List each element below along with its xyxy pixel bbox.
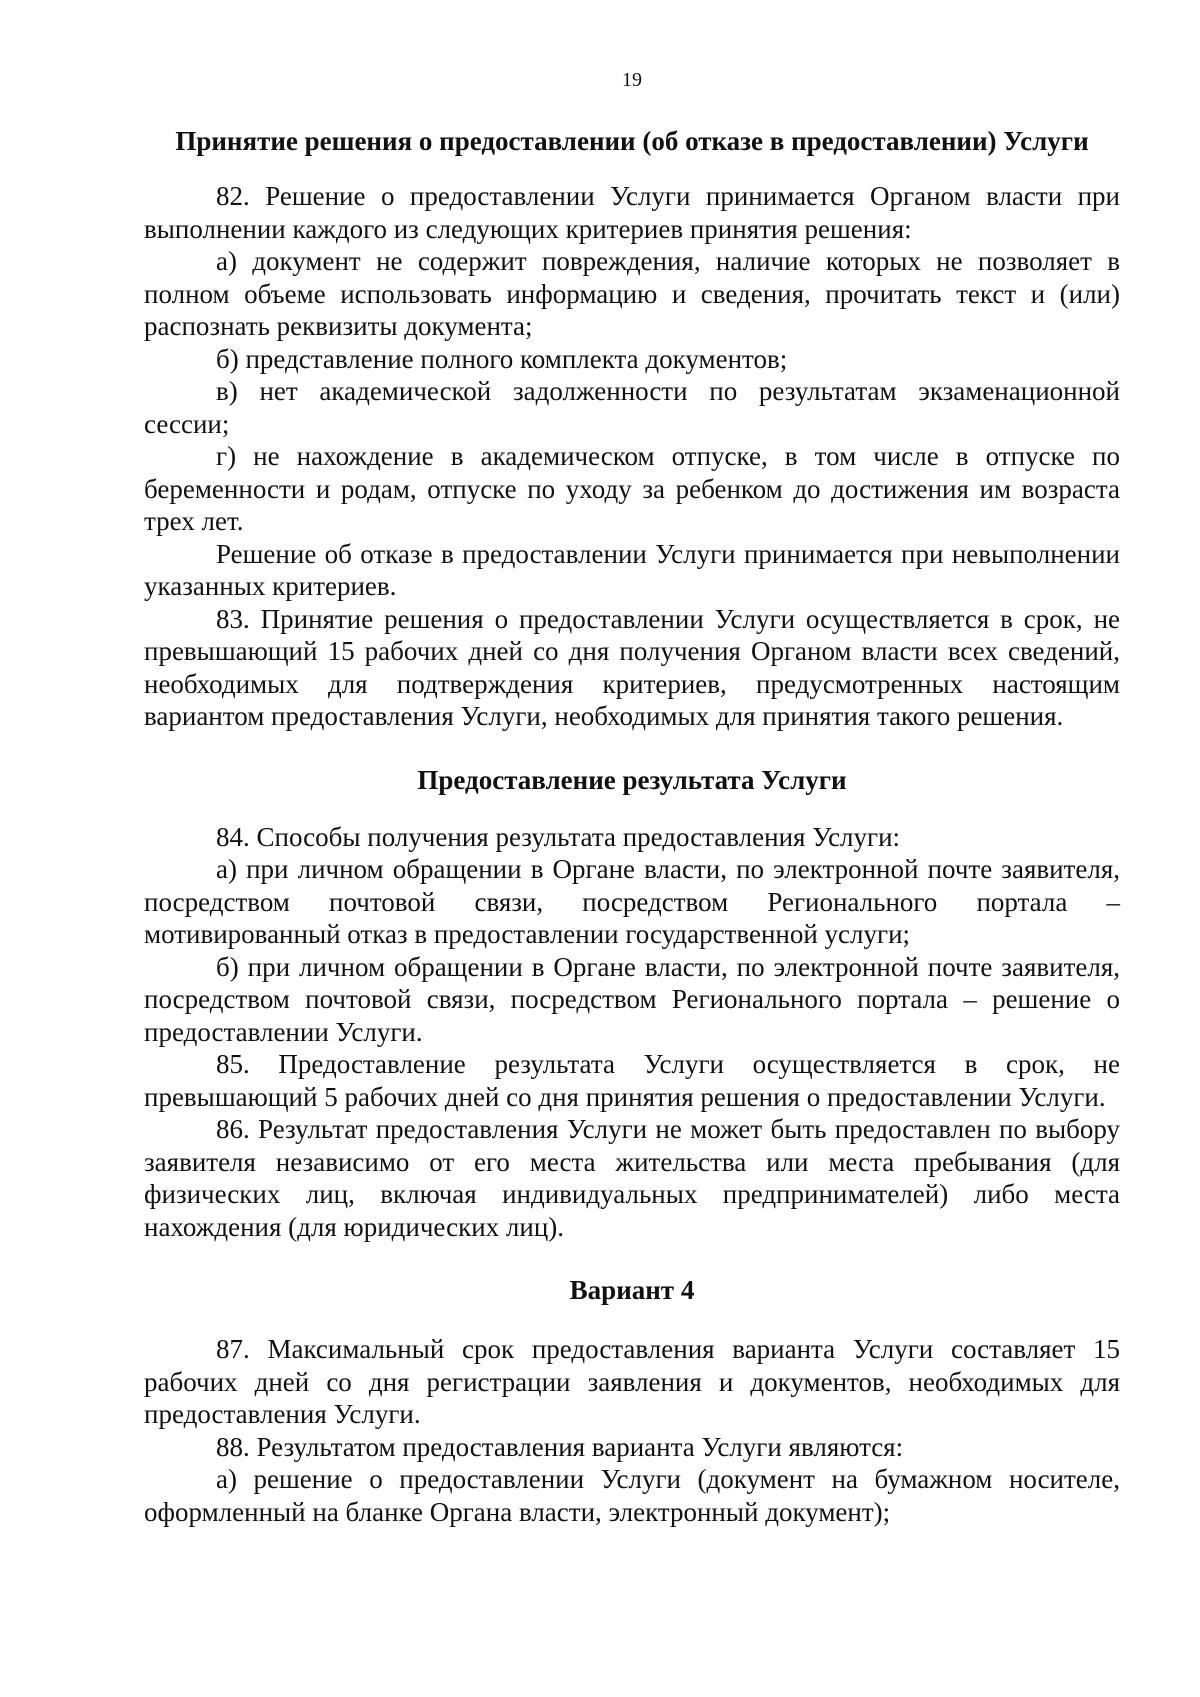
paragraph-84-a: а) при личном обращении в Органе власти, по электронной почте заявителя, посредством почтовой связи, посредством Регионального портала – мотивированный отказ в предоставлении государственной услуги; <box>144 854 1120 949</box>
paragraph-88-a: а) решение о предоставлении Услуги (документ на бумажном носителе, оформленный на бланке Органа власти, электронный документ); <box>144 1464 1120 1527</box>
section-heading-result: Предоставление результата Услуги <box>417 764 847 795</box>
page-number: 19 <box>622 69 642 91</box>
paragraph-refusal-decision: Решение об отказе в предоставлении Услуги принимается при невыполнении указанных критериев. <box>144 538 1120 601</box>
paragraph-82-b: б) представление полного комплекта документов; <box>216 343 788 374</box>
paragraph-84-b: б) при личном обращении в Органе власти, по электронной почте заявителя, посредством почтовой связи, посредством Регионального портала – решение о предоставлении Услуги. <box>144 951 1120 1047</box>
paragraph-84: 84. Способы получения результата предоставления Услуги: <box>216 821 901 852</box>
paragraph-82-v: в) нет академической задолженности по результатам экзаменационной сессии; <box>144 376 1120 439</box>
paragraph-85: 85. Предоставление результата Услуги осуществляется в срок, не превышающий 5 рабочих дней со дня принятия решения о предоставлении Услуги. <box>144 1049 1120 1112</box>
paragraph-82-a: а) документ не содержит повреждения, наличие которых не позволяет в полном объеме использовать информацию и сведения, прочитать текст и (или) распознать реквизиты документа; <box>144 246 1120 341</box>
section-heading-decision: Принятие решения о предоставлении (об отказе в предоставлении) Услуги <box>175 126 1089 156</box>
paragraph-82-g: г) не нахождение в академическом отпуске, в том числе в отпуске по беременности и родам, отпуске по уходу за ребенком до достижения им возраста трех лет. <box>144 441 1120 536</box>
paragraph-87: 87. Максимальный срок предоставления варианта Услуги составляет 15 рабочих дней со дня регистрации заявления и документов, необходимых для предоставления Услуги. <box>144 1334 1120 1429</box>
paragraph-83: 83. Принятие решения о предоставлении Услуги осуществляется в срок, не превышающий 15 рабочих дней со дня получения Органом власти всех сведений, необходимых для подтверждения критериев, предусмотренных настоящим вариантом предоставления Услуги, необходимых для принятия такого решения. <box>144 603 1120 731</box>
section-heading-variant-4: Вариант 4 <box>569 1275 695 1305</box>
paragraph-86: 86. Результат предоставления Услуги не может быть предоставлен по выбору заявителя независимо от его места жительства или места пребывания (для физических лиц, включая индивидуальных предпринимателей) либо места нахождения (для юридических лиц). <box>144 1114 1120 1242</box>
paragraph-88: 88. Результатом предоставления варианта Услуги являются: <box>216 1431 904 1462</box>
paragraph-82: 82. Решение о предоставлении Услуги принимается Органом власти при выполнении каждого из следующих критериев принятия решения: <box>144 181 1120 244</box>
